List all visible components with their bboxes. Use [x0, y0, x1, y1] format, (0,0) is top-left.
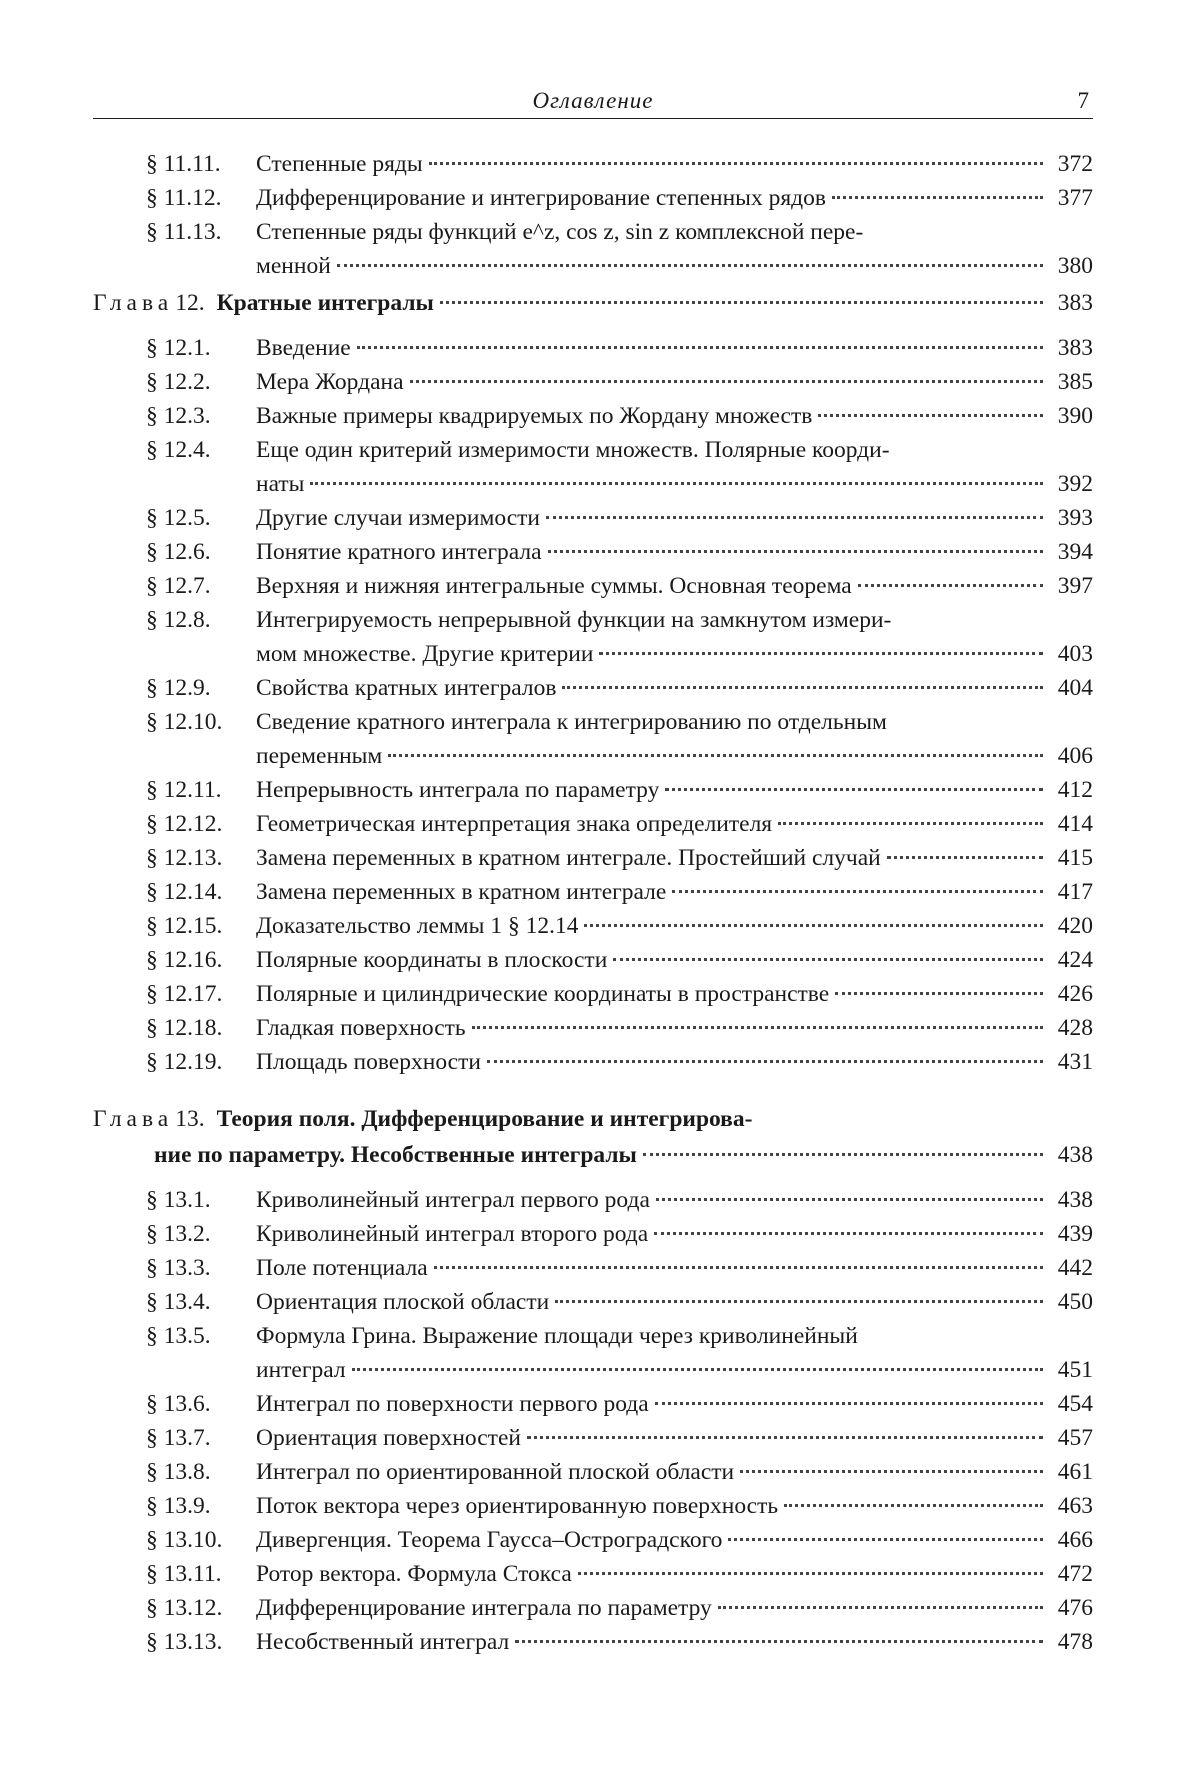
leader-dots [410, 380, 1043, 383]
leader-dots [562, 686, 1043, 689]
leader-dots [515, 1640, 1043, 1643]
chapter-page: 438 [1057, 1142, 1093, 1168]
toc-entry [93, 399, 1093, 433]
leader-dots [835, 992, 1043, 995]
leader-dots [357, 346, 1043, 349]
section-title: Непрерывность интеграла по параметру [256, 777, 660, 803]
leader-dots [546, 516, 1043, 519]
section-number: § 13.8. [146, 1459, 211, 1485]
leader-dots [784, 1504, 1043, 1507]
section-title: Замена переменных в кратном интеграле. Простейший случай [256, 845, 881, 871]
section-title: переменным [256, 743, 383, 769]
section-title: Понятие кратного интеграла [256, 539, 542, 565]
section-title: интеграл [256, 1357, 346, 1383]
section-page: 431 [1057, 1049, 1093, 1075]
section-page: 438 [1057, 1187, 1093, 1213]
toc-entry [93, 705, 1093, 773]
section-title-line: Еще один критерий измеримости множеств. Полярные коорди- [256, 437, 890, 463]
leader-dots [578, 1572, 1043, 1575]
section-page: 372 [1057, 151, 1093, 177]
section-page: 439 [1057, 1221, 1093, 1247]
section-number: § 11.11. [146, 151, 221, 177]
section-number: § 13.13. [146, 1629, 223, 1655]
chapter-number: 12. [175, 290, 205, 316]
leader-dots [665, 788, 1043, 791]
section-title: Полярные и цилиндрические координаты в пространстве [256, 981, 830, 1007]
section-title: Криволинейный интеграл первого рода [256, 1187, 650, 1213]
toc-entry [93, 1489, 1093, 1523]
chapter-label: Глава [93, 290, 174, 316]
header-page-number: 7 [1077, 88, 1089, 113]
section-title-line: Сведение кратного интеграла к интегрированию по отдельным [256, 709, 887, 735]
section-title: Верхняя и нижняя интегральные суммы. Основная теорема [256, 573, 852, 599]
section-number: § 13.10. [146, 1527, 223, 1553]
section-title: Свойства кратных интегралов [256, 675, 557, 701]
section-title: Дивергенция. Теорема Гаусса–Остроградского [256, 1527, 723, 1553]
leader-dots [352, 1368, 1043, 1371]
section-number: § 12.10. [146, 709, 223, 735]
sections-chapter-12 [93, 331, 1093, 1079]
section-title-line: Формула Грина. Выражение площади через криволинейный [256, 1323, 858, 1349]
toc-entry [93, 1625, 1093, 1659]
toc-entry [93, 977, 1093, 1011]
leader-dots [656, 1198, 1043, 1201]
chapter-page: 383 [1057, 290, 1093, 316]
chapter-title: Кратные интегралы [216, 290, 434, 316]
toc-entry [93, 603, 1093, 671]
section-number: § 13.9. [146, 1493, 211, 1519]
toc-entry [93, 1045, 1093, 1079]
leader-dots [613, 958, 1043, 961]
toc-entry [93, 1523, 1093, 1557]
section-title: Поток вектора через ориентированную поверхность [256, 1493, 779, 1519]
sections-chapter-11 [93, 147, 1093, 283]
leader-dots [832, 196, 1043, 199]
section-title: Поле потенциала [256, 1255, 428, 1281]
section-page: 393 [1057, 505, 1093, 531]
section-title: Доказательство леммы 1 § 12.14 [256, 913, 579, 939]
section-number: § 13.3. [146, 1255, 211, 1281]
header-title: Оглавление [532, 88, 654, 113]
section-page: 442 [1057, 1255, 1093, 1281]
section-page: 403 [1057, 641, 1093, 667]
toc-entry [93, 909, 1093, 943]
section-page: 466 [1057, 1527, 1093, 1553]
chapter-number: 13. [175, 1106, 205, 1132]
leader-dots [555, 1300, 1043, 1303]
section-page: 397 [1057, 573, 1093, 599]
section-number: § 13.2. [146, 1221, 211, 1247]
section-page: 451 [1057, 1357, 1093, 1383]
toc-entry [93, 501, 1093, 535]
toc-entry [93, 671, 1093, 705]
toc-entry [93, 365, 1093, 399]
section-page: 428 [1057, 1015, 1093, 1041]
section-title: Ротор вектора. Формула Стокса [256, 1561, 572, 1587]
section-number: § 11.12. [146, 185, 222, 211]
toc-entry [93, 841, 1093, 875]
section-page: 385 [1057, 369, 1093, 395]
leader-dots [740, 1470, 1043, 1473]
section-page: 380 [1057, 253, 1093, 279]
section-page: 424 [1057, 947, 1093, 973]
section-page: 454 [1057, 1391, 1093, 1417]
section-title: мом множестве. Другие критерии [256, 641, 594, 667]
section-title: Мера Жордана [256, 369, 404, 395]
section-title: Важные примеры квадрируемых по Жордану множеств [256, 403, 813, 429]
section-number: § 12.14. [146, 879, 223, 905]
section-number: § 13.5. [146, 1323, 211, 1349]
toc-entry [93, 569, 1093, 603]
section-page: 404 [1057, 675, 1093, 701]
leader-dots [388, 754, 1043, 757]
section-page: 420 [1057, 913, 1093, 939]
section-number: § 12.5. [146, 505, 211, 531]
toc-entry [93, 1557, 1093, 1591]
section-number: § 12.2. [146, 369, 211, 395]
section-page: 383 [1057, 335, 1093, 361]
toc-entry [93, 875, 1093, 909]
section-number: § 12.1. [146, 335, 211, 361]
toc-entry [93, 1455, 1093, 1489]
section-number: § 12.11. [146, 777, 222, 803]
leader-dots [487, 1060, 1043, 1063]
section-number: § 12.7. [146, 573, 211, 599]
section-title-line: Степенные ряды функций e^z, cos z, sin z комплексной пере- [256, 219, 864, 245]
leader-dots [472, 1026, 1043, 1029]
section-number: § 13.1. [146, 1187, 211, 1213]
toc-entry [93, 1591, 1093, 1625]
section-number: § 13.7. [146, 1425, 211, 1451]
toc-entry [93, 1011, 1093, 1045]
section-page: 417 [1057, 879, 1093, 905]
toc-entry [93, 1387, 1093, 1421]
section-number: § 12.12. [146, 811, 223, 837]
running-header [93, 86, 1093, 119]
toc-entry [93, 1217, 1093, 1251]
section-title: Интеграл по ориентированной плоской области [256, 1459, 735, 1485]
section-number: § 12.9. [146, 675, 211, 701]
section-title: менной [256, 253, 331, 279]
section-title: Замена переменных в кратном интеграле [256, 879, 667, 905]
leader-dots [527, 1436, 1043, 1439]
section-page: 461 [1057, 1459, 1093, 1485]
section-page: 450 [1057, 1289, 1093, 1315]
leader-dots [643, 1153, 1043, 1156]
sections-chapter-13 [93, 1183, 1093, 1659]
section-title: Ориентация поверхностей [256, 1425, 521, 1451]
section-title: Полярные координаты в плоскости [256, 947, 608, 973]
section-number: § 12.4. [146, 437, 211, 463]
chapter-label: Глава [93, 1106, 174, 1132]
section-page: 478 [1057, 1629, 1093, 1655]
chapter-title-line-2: ние по параметру. Несобственные интегралы [154, 1142, 637, 1168]
section-page: 476 [1057, 1595, 1093, 1621]
chapter-12-heading [93, 285, 1093, 321]
toc-entry [93, 181, 1093, 215]
toc-entry [93, 147, 1093, 181]
section-title: Введение [256, 335, 351, 361]
leader-dots [548, 550, 1043, 553]
section-title: Несобственный интеграл [256, 1629, 510, 1655]
section-title: Степенные ряды [256, 151, 423, 177]
section-number: § 12.3. [146, 403, 211, 429]
leader-dots [672, 890, 1043, 893]
section-title: Дифференцирование интеграла по параметру [256, 1595, 712, 1621]
section-page: 457 [1057, 1425, 1093, 1451]
leader-dots [654, 1232, 1043, 1235]
leader-dots [434, 1266, 1043, 1269]
section-title: Гладкая поверхность [256, 1015, 466, 1041]
leader-dots [718, 1606, 1043, 1609]
section-number: § 12.17. [146, 981, 223, 1007]
section-number: § 12.6. [146, 539, 211, 565]
section-title: Криволинейный интеграл второго рода [256, 1221, 649, 1247]
toc-entry [93, 433, 1093, 501]
section-page: 394 [1057, 539, 1093, 565]
section-page: 406 [1057, 743, 1093, 769]
toc-entry [93, 773, 1093, 807]
section-title: Площадь поверхности [256, 1049, 481, 1075]
chapter-title-line-1: Теория поля. Дифференцирование и интегрирова- [216, 1106, 753, 1132]
section-title: Дифференцирование и интегрирование степенных рядов [256, 185, 826, 211]
leader-dots [310, 482, 1043, 485]
section-number: § 11.13. [146, 219, 222, 245]
section-title: Интеграл по поверхности первого рода [256, 1391, 649, 1417]
section-page: 414 [1057, 811, 1093, 837]
section-number: § 13.6. [146, 1391, 211, 1417]
toc-entry [93, 535, 1093, 569]
section-title: Другие случаи измеримости [256, 505, 540, 531]
section-page: 412 [1057, 777, 1093, 803]
toc-entry [93, 1319, 1093, 1387]
toc-entry [93, 943, 1093, 977]
table-of-contents [93, 147, 1093, 1659]
leader-dots [887, 856, 1043, 859]
section-number: § 12.18. [146, 1015, 223, 1041]
toc-entry [93, 1183, 1093, 1217]
book-page [93, 86, 1093, 1659]
section-number: § 12.16. [146, 947, 223, 973]
section-page: 392 [1057, 471, 1093, 497]
section-title: Ориентация плоской области [256, 1289, 550, 1315]
leader-dots [818, 414, 1043, 417]
leader-dots [655, 1402, 1043, 1405]
toc-entry [93, 1251, 1093, 1285]
toc-entry [93, 1285, 1093, 1319]
toc-entry [93, 807, 1093, 841]
section-page: 472 [1057, 1561, 1093, 1587]
section-title: Геометрическая интерпретация знака определителя [256, 811, 773, 837]
section-number: § 12.15. [146, 913, 223, 939]
section-page: 426 [1057, 981, 1093, 1007]
section-title: наты [256, 471, 305, 497]
toc-entry [93, 1421, 1093, 1455]
leader-dots [778, 822, 1043, 825]
section-page: 463 [1057, 1493, 1093, 1519]
section-page: 377 [1057, 185, 1093, 211]
leader-dots [858, 584, 1043, 587]
leader-dots [440, 301, 1043, 304]
leader-dots [599, 652, 1043, 655]
leader-dots [337, 264, 1043, 267]
section-page: 390 [1057, 403, 1093, 429]
section-number: § 13.12. [146, 1595, 223, 1621]
leader-dots [584, 924, 1043, 927]
section-number: § 12.8. [146, 607, 211, 633]
leader-dots [429, 162, 1043, 165]
chapter-13-heading [93, 1101, 1093, 1173]
section-page: 415 [1057, 845, 1093, 871]
section-title-line: Интегрируемость непрерывной функции на замкнутом измери- [256, 607, 892, 633]
section-number: § 12.13. [146, 845, 223, 871]
toc-entry [93, 215, 1093, 283]
leader-dots [728, 1538, 1043, 1541]
section-number: § 12.19. [146, 1049, 223, 1075]
section-number: § 13.11. [146, 1561, 222, 1587]
section-number: § 13.4. [146, 1289, 211, 1315]
toc-entry [93, 331, 1093, 365]
